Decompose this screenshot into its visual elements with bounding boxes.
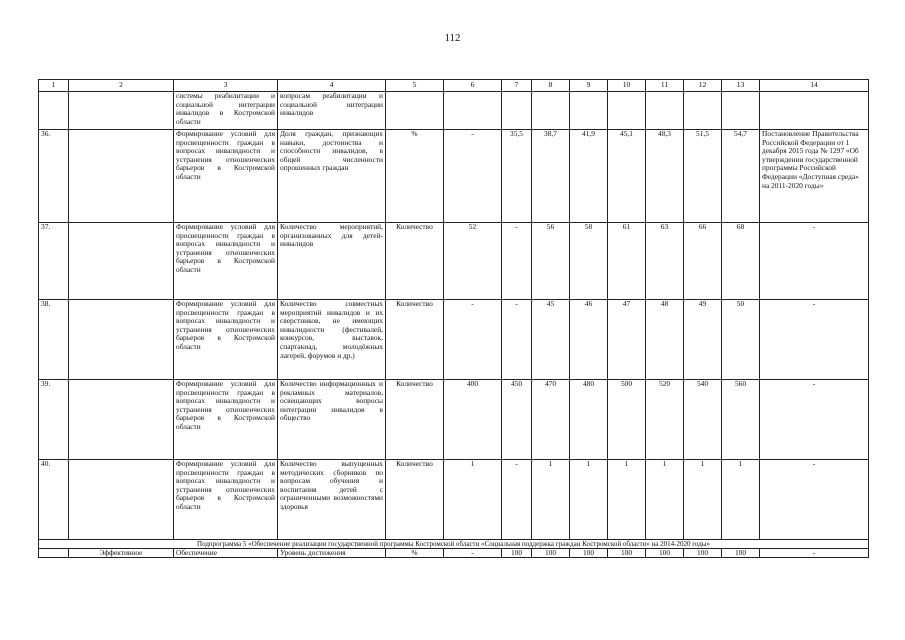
table-row	[39, 380, 869, 460]
column-number: 13	[722, 80, 760, 92]
task-cell: Формирование условий для просвещенности граждан в вопросах инвалидности и устранения отношенческих барьеров в Костромской области	[174, 380, 278, 460]
value-cell: 1	[684, 460, 722, 540]
value-cell: 560	[722, 380, 760, 460]
document-cell: -	[760, 380, 869, 460]
column-number: 14	[760, 80, 869, 92]
document-cell: -	[760, 223, 869, 300]
value-cell: 1	[570, 460, 608, 540]
value-cell: -	[444, 130, 502, 223]
column-number: 4	[278, 80, 386, 92]
value-cell: 450	[502, 380, 532, 460]
value-cell: 50	[722, 300, 760, 380]
document-cell: -	[760, 460, 869, 540]
goal-cell	[69, 460, 174, 540]
goal-cell	[69, 300, 174, 380]
column-number: 7	[502, 80, 532, 92]
task-cell: Формирование условий для просвещенности граждан в вопросах инвалидности и устранения отношенческих барьеров в Костромской области	[174, 130, 278, 223]
value-cell: 520	[646, 380, 684, 460]
column-number: 3	[174, 80, 278, 92]
table-row	[39, 460, 869, 540]
value-cell: 100	[570, 549, 608, 558]
value-cell: 38,7	[532, 130, 570, 223]
value-cell: 100	[502, 549, 532, 558]
row-number: 37.	[39, 223, 69, 300]
document-cell	[760, 92, 869, 130]
indicator-cell: Доля граждан, признающих навыки, достоинства и способности инвалидов, в общей численности опрошенных граждан	[278, 130, 386, 223]
row-number	[39, 92, 69, 130]
table-row	[39, 300, 869, 380]
column-number: 11	[646, 80, 684, 92]
value-cell	[532, 92, 570, 130]
unit-cell	[386, 92, 444, 130]
task-cell: Формирование условий для просвещенности граждан в вопросах инвалидности и устранения отношенческих барьеров в Костромской области	[174, 460, 278, 540]
value-cell: 35,5	[502, 130, 532, 223]
unit-cell: %	[386, 130, 444, 223]
value-cell: 100	[722, 549, 760, 558]
value-cell: 100	[684, 549, 722, 558]
task-cell: системы реабилитации и социальной интеграции инвалидов в Костромской области	[174, 92, 278, 130]
column-number: 5	[386, 80, 444, 92]
unit-cell: Количество	[386, 223, 444, 300]
column-number: 9	[570, 80, 608, 92]
value-cell: 61	[608, 223, 646, 300]
row-number: 40.	[39, 460, 69, 540]
value-cell: 100	[532, 549, 570, 558]
value-cell	[722, 92, 760, 130]
value-cell	[608, 92, 646, 130]
unit-cell: Количество	[386, 380, 444, 460]
value-cell	[502, 92, 532, 130]
value-cell: 100	[608, 549, 646, 558]
document-cell: Постановление Правительства Российской Федерации от 1 декабря 2015 года № 1297 «Об утверждении государственной программы Российской Федерации «Доступная среда» на 2011-2020 годы»	[760, 130, 869, 223]
value-cell: 58	[570, 223, 608, 300]
indicator-cell: Количество информационных и рекламных материалов, освещающих вопросы интеграции инвалидов в общество	[278, 380, 386, 460]
value-cell: 540	[684, 380, 722, 460]
indicator-cell: Количество мероприятий, организованных для детей-инвалидов	[278, 223, 386, 300]
value-cell: 49	[684, 300, 722, 380]
indicator-cell: Количество совместных мероприятий инвалидов и их сверстников, не имеющих инвалидности (фестивалей, конкурсов, выставок, спартакиад, молодёжных лагерей, форумов и др.)	[278, 300, 386, 380]
row-number: 36.	[39, 130, 69, 223]
value-cell: 45	[532, 300, 570, 380]
value-cell: 54,7	[722, 130, 760, 223]
task-cell: Формирование условий для просвещенности граждан в вопросах инвалидности и устранения отношенческих барьеров в Костромской области	[174, 300, 278, 380]
row-number	[39, 549, 69, 558]
value-cell: 45,1	[608, 130, 646, 223]
value-cell: 56	[532, 223, 570, 300]
goal-cell	[69, 380, 174, 460]
page-number: 112	[444, 32, 461, 44]
goal-cell	[69, 223, 174, 300]
column-number: 1	[39, 80, 69, 92]
indicator-cell: Уровень достижения	[278, 549, 386, 558]
value-cell: 68	[722, 223, 760, 300]
goal-cell: Эффективное	[69, 549, 174, 558]
subprogram-title: Подпрограмма 5 «Обеспечение реализации государственной программы Костромской области «Социальная поддержка граждан Костромской области» на 2014-2020 годы»	[39, 540, 869, 549]
value-cell: 1	[722, 460, 760, 540]
value-cell	[684, 92, 722, 130]
row-number: 39.	[39, 380, 69, 460]
document-cell: -	[760, 300, 869, 380]
indicator-cell: вопросам реабилитации и социальной интеграции инвалидов	[278, 92, 386, 130]
unit-cell: Количество	[386, 460, 444, 540]
value-cell	[646, 92, 684, 130]
value-cell: 48	[646, 300, 684, 380]
value-cell: 500	[608, 380, 646, 460]
task-cell: Обеспечение	[174, 549, 278, 558]
table-row	[39, 549, 869, 558]
column-number: 12	[684, 80, 722, 92]
value-cell: -	[502, 223, 532, 300]
value-cell: 48,3	[646, 130, 684, 223]
value-cell: 470	[532, 380, 570, 460]
unit-cell: Количество	[386, 300, 444, 380]
value-cell: 1	[444, 460, 502, 540]
goal-cell	[69, 130, 174, 223]
value-cell: 1	[646, 460, 684, 540]
document-cell: -	[760, 549, 869, 558]
table-row	[39, 223, 869, 300]
table-row	[39, 92, 869, 130]
column-number: 10	[608, 80, 646, 92]
value-cell: 46	[570, 300, 608, 380]
column-number: 6	[444, 80, 502, 92]
unit-cell: %	[386, 549, 444, 558]
value-cell: -	[502, 460, 532, 540]
indicators-table	[38, 79, 869, 558]
subprogram-row	[39, 540, 869, 549]
header-row	[39, 80, 869, 92]
value-cell	[570, 92, 608, 130]
value-cell: -	[444, 549, 502, 558]
value-cell: 400	[444, 380, 502, 460]
row-number: 38.	[39, 300, 69, 380]
task-cell: Формирование условий для просвещенности граждан в вопросах инвалидности и устранения отношенческих барьеров в Костромской области	[174, 223, 278, 300]
table-row	[39, 130, 869, 223]
value-cell: 66	[684, 223, 722, 300]
value-cell: 1	[532, 460, 570, 540]
value-cell: 1	[608, 460, 646, 540]
value-cell: 63	[646, 223, 684, 300]
indicator-cell: Количество выпущенных методических сборников по вопросам обучения и воспитания детей с ограниченными возможностями здоровья	[278, 460, 386, 540]
column-number: 2	[69, 80, 174, 92]
column-number: 8	[532, 80, 570, 92]
value-cell: 100	[646, 549, 684, 558]
value-cell	[444, 92, 502, 130]
value-cell: -	[502, 300, 532, 380]
value-cell: 480	[570, 380, 608, 460]
value-cell: 41,9	[570, 130, 608, 223]
value-cell: -	[444, 300, 502, 380]
goal-cell	[69, 92, 174, 130]
value-cell: 47	[608, 300, 646, 380]
value-cell: 52	[444, 223, 502, 300]
value-cell: 51,5	[684, 130, 722, 223]
